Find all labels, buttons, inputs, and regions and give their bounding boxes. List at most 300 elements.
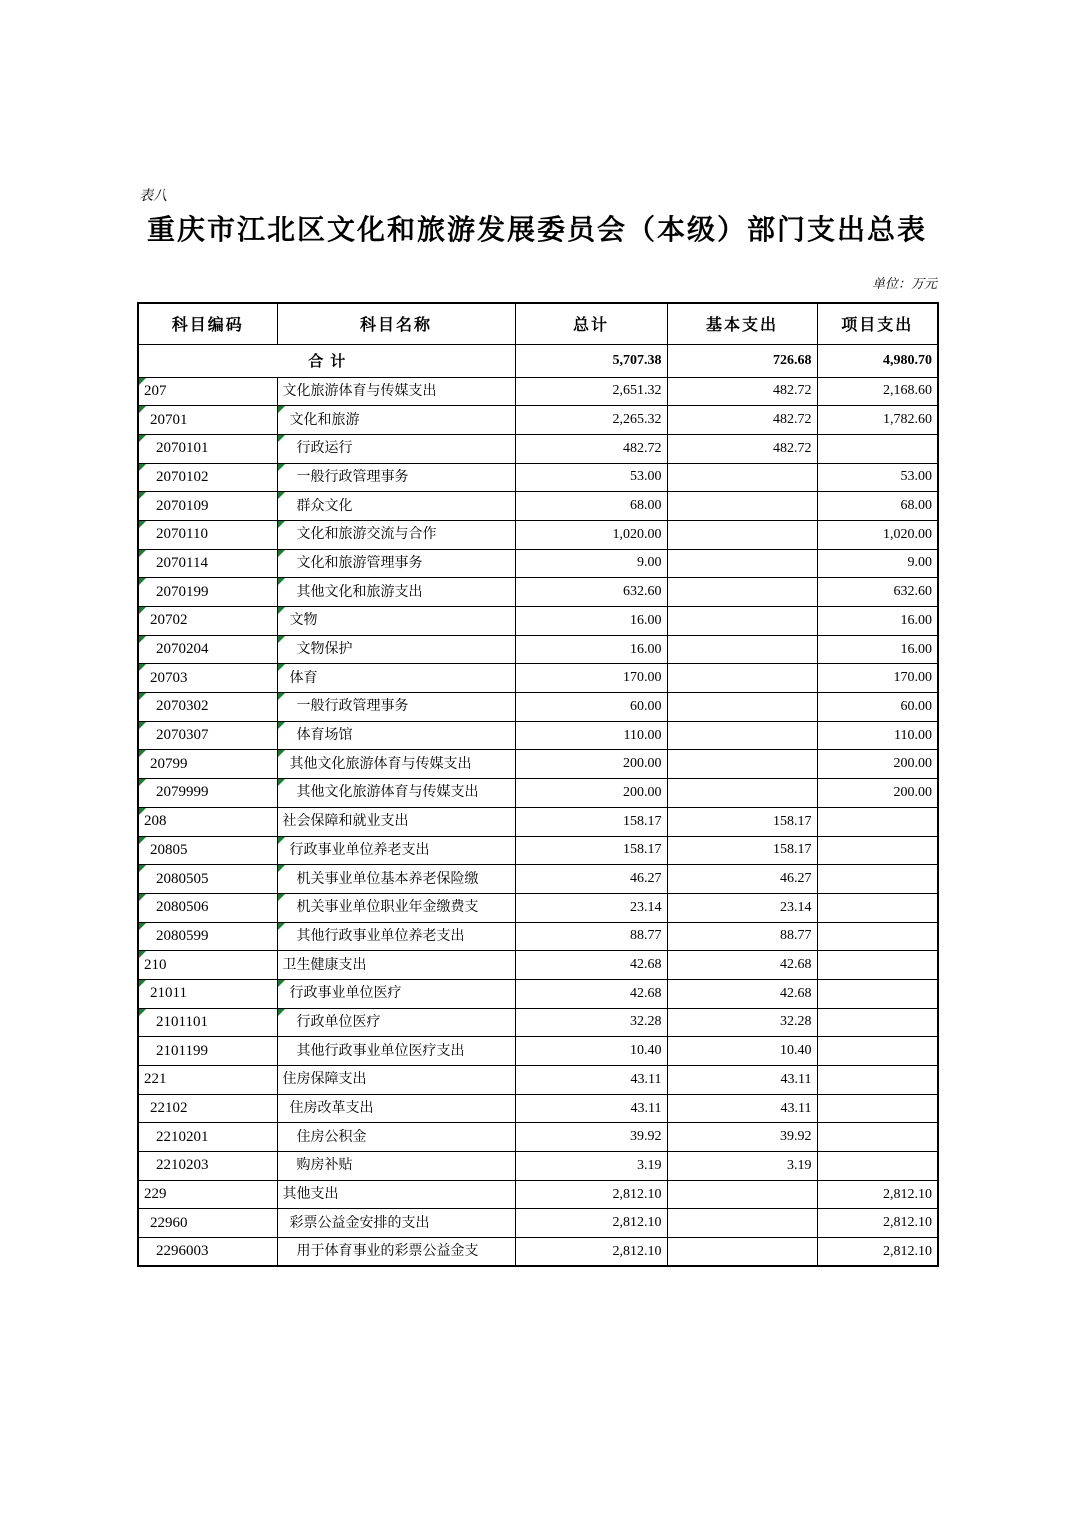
table-row — [138, 434, 938, 463]
total-value-cell: 42.68 — [515, 979, 667, 1008]
project-expenditure-cell: 16.00 — [817, 607, 938, 636]
subject-name-text: 文化旅游体育与传媒支出 — [282, 383, 437, 399]
subject-name-cell — [277, 1152, 515, 1181]
excel-error-triangle-icon — [278, 492, 285, 499]
project-expenditure-cell — [817, 979, 938, 1008]
basic-expenditure-cell — [667, 578, 817, 607]
excel-error-triangle-icon — [278, 607, 285, 614]
table-row — [138, 979, 938, 1008]
excel-error-triangle-icon — [139, 923, 146, 930]
project-expenditure-cell: 200.00 — [817, 750, 938, 779]
subject-code-text: 2070307 — [156, 727, 209, 744]
table-row — [138, 865, 938, 894]
total-value-cell: 16.00 — [515, 607, 667, 636]
basic-expenditure-cell: 158.17 — [667, 807, 817, 836]
subject-code-cell — [138, 979, 277, 1008]
subject-code-cell — [138, 922, 277, 951]
column-header-subject-code: 科目编码 — [138, 303, 277, 344]
subject-code-text: 2080599 — [156, 927, 209, 944]
project-expenditure-cell: 2,812.10 — [817, 1209, 938, 1238]
subject-name-cell — [277, 635, 515, 664]
grand-total-project-cell: 4,980.70 — [817, 344, 938, 377]
excel-error-triangle-icon — [278, 521, 285, 528]
subject-name-cell — [277, 664, 515, 693]
excel-error-triangle-icon — [139, 837, 146, 844]
grand-total-label: 合计 — [138, 344, 515, 377]
subject-name-text: 文化和旅游交流与合作 — [296, 527, 437, 543]
grand-total-row — [138, 344, 938, 377]
excel-error-triangle-icon — [278, 722, 285, 729]
project-expenditure-cell — [817, 1152, 938, 1181]
table-row — [138, 607, 938, 636]
total-value-cell: 632.60 — [515, 578, 667, 607]
project-expenditure-cell — [817, 1094, 938, 1123]
total-value-cell: 16.00 — [515, 635, 667, 664]
subject-code-text: 2296003 — [156, 1243, 209, 1260]
excel-error-triangle-icon — [278, 406, 285, 413]
subject-name-text: 文化和旅游 — [289, 412, 360, 428]
column-header-total: 总计 — [515, 303, 667, 344]
subject-name-cell — [277, 750, 515, 779]
subject-name-text: 住房改革支出 — [289, 1101, 374, 1117]
subject-code-cell — [138, 693, 277, 722]
subject-code-cell — [138, 607, 277, 636]
excel-error-triangle-icon — [278, 980, 285, 987]
total-value-cell: 158.17 — [515, 836, 667, 865]
subject-name-text: 文物 — [289, 613, 318, 629]
project-expenditure-cell — [817, 1037, 938, 1066]
subject-name-cell — [277, 721, 515, 750]
basic-expenditure-cell — [667, 779, 817, 808]
table-row — [138, 951, 938, 980]
table-row — [138, 1152, 938, 1181]
subject-name-cell — [277, 1008, 515, 1037]
subject-code-text: 2070199 — [156, 583, 209, 600]
basic-expenditure-cell — [667, 463, 817, 492]
excel-error-triangle-icon — [139, 636, 146, 643]
subject-code-text: 2080505 — [156, 870, 209, 887]
subject-name-text: 卫生健康支出 — [282, 957, 367, 973]
subject-code-cell — [138, 893, 277, 922]
subject-code-cell — [138, 807, 277, 836]
subject-code-cell — [138, 377, 277, 406]
subject-code-cell — [138, 750, 277, 779]
subject-code-cell — [138, 721, 277, 750]
project-expenditure-cell: 2,812.10 — [817, 1180, 938, 1209]
subject-code-cell — [138, 1238, 277, 1267]
total-value-cell: 3.19 — [515, 1152, 667, 1181]
subject-name-cell — [277, 1066, 515, 1095]
subject-code-text: 21011 — [150, 985, 187, 1002]
subject-name-cell — [277, 1209, 515, 1238]
subject-code-cell — [138, 578, 277, 607]
subject-name-cell — [277, 406, 515, 435]
basic-expenditure-cell: 42.68 — [667, 979, 817, 1008]
excel-error-triangle-icon — [139, 521, 146, 528]
subject-code-text: 2070114 — [156, 554, 208, 571]
subject-code-cell — [138, 951, 277, 980]
table-row — [138, 1123, 938, 1152]
subject-code-text: 207 — [144, 382, 167, 399]
table-row — [138, 836, 938, 865]
subject-code-text: 210 — [144, 956, 167, 973]
excel-error-triangle-icon — [278, 750, 285, 757]
subject-code-cell — [138, 1123, 277, 1152]
project-expenditure-cell: 53.00 — [817, 463, 938, 492]
excel-error-triangle-icon — [139, 550, 146, 557]
basic-expenditure-cell: 482.72 — [667, 434, 817, 463]
header-row — [138, 303, 938, 344]
basic-expenditure-cell — [667, 492, 817, 521]
total-value-cell: 60.00 — [515, 693, 667, 722]
subject-name-text: 其他行政事业单位医疗支出 — [296, 1043, 465, 1059]
subject-name-text: 群众文化 — [296, 498, 353, 514]
subject-name-cell — [277, 463, 515, 492]
project-expenditure-cell — [817, 951, 938, 980]
subject-code-cell — [138, 1066, 277, 1095]
excel-error-triangle-icon — [278, 550, 285, 557]
subject-name-cell — [277, 549, 515, 578]
project-expenditure-cell — [817, 807, 938, 836]
total-value-cell: 10.40 — [515, 1037, 667, 1066]
table-row — [138, 520, 938, 549]
subject-code-cell — [138, 1152, 277, 1181]
subject-name-text: 机关事业单位基本养老保险缴 — [296, 871, 479, 887]
basic-expenditure-cell: 43.11 — [667, 1094, 817, 1123]
subject-name-cell — [277, 922, 515, 951]
subject-code-cell — [138, 1094, 277, 1123]
excel-error-triangle-icon — [139, 607, 146, 614]
table-row — [138, 779, 938, 808]
subject-name-text: 行政事业单位养老支出 — [289, 842, 430, 858]
total-value-cell: 2,812.10 — [515, 1238, 667, 1267]
subject-name-text: 彩票公益金安排的支出 — [289, 1215, 430, 1231]
subject-name-cell — [277, 979, 515, 1008]
excel-error-triangle-icon — [278, 435, 285, 442]
excel-error-triangle-icon — [278, 464, 285, 471]
project-expenditure-cell: 68.00 — [817, 492, 938, 521]
basic-expenditure-cell: 88.77 — [667, 922, 817, 951]
subject-code-text: 221 — [144, 1071, 167, 1088]
subject-code-text: 2070101 — [156, 440, 209, 457]
subject-name-text: 其他文化旅游体育与传媒支出 — [289, 756, 472, 772]
excel-error-triangle-icon — [139, 664, 146, 671]
project-expenditure-cell: 170.00 — [817, 664, 938, 693]
excel-error-triangle-icon — [139, 464, 146, 471]
basic-expenditure-cell: 482.72 — [667, 377, 817, 406]
subject-code-text: 2070109 — [156, 497, 209, 514]
table-row — [138, 578, 938, 607]
table-row — [138, 635, 938, 664]
total-value-cell: 68.00 — [515, 492, 667, 521]
total-value-cell: 39.92 — [515, 1123, 667, 1152]
basic-expenditure-cell: 482.72 — [667, 406, 817, 435]
subject-name-text: 住房保障支出 — [282, 1072, 367, 1088]
subject-name-text: 社会保障和就业支出 — [282, 814, 409, 830]
table-row — [138, 1008, 938, 1037]
project-expenditure-cell: 1,020.00 — [817, 520, 938, 549]
project-expenditure-cell: 2,812.10 — [817, 1238, 938, 1267]
project-expenditure-cell: 2,168.60 — [817, 377, 938, 406]
subject-name-text: 一般行政管理事务 — [296, 469, 409, 485]
basic-expenditure-cell — [667, 750, 817, 779]
subject-name-cell — [277, 520, 515, 549]
unit-label: 单位：万元 — [871, 276, 937, 291]
excel-error-triangle-icon — [139, 951, 146, 958]
project-expenditure-cell — [817, 434, 938, 463]
basic-expenditure-cell — [667, 693, 817, 722]
subject-code-text: 20703 — [150, 669, 188, 686]
project-expenditure-cell — [817, 1066, 938, 1095]
subject-code-cell — [138, 406, 277, 435]
basic-expenditure-cell: 39.92 — [667, 1123, 817, 1152]
subject-name-text: 住房公积金 — [296, 1129, 367, 1145]
project-expenditure-cell — [817, 1008, 938, 1037]
subject-code-text: 20805 — [150, 841, 188, 858]
subject-code-text: 20702 — [150, 612, 188, 629]
subject-name-cell — [277, 607, 515, 636]
table-row — [138, 1180, 938, 1209]
project-expenditure-cell — [817, 1123, 938, 1152]
subject-name-cell — [277, 951, 515, 980]
project-expenditure-cell — [817, 865, 938, 894]
total-value-cell: 110.00 — [515, 721, 667, 750]
table-body — [138, 344, 938, 1266]
table-row — [138, 1066, 938, 1095]
subject-name-cell — [277, 578, 515, 607]
subject-name-text: 体育场馆 — [296, 728, 353, 744]
subject-code-cell — [138, 664, 277, 693]
subject-name-text: 行政事业单位医疗 — [289, 986, 402, 1002]
subject-code-text: 2079999 — [156, 784, 209, 801]
table-row — [138, 664, 938, 693]
grand-total-total-cell: 5,707.38 — [515, 344, 667, 377]
project-expenditure-cell — [817, 922, 938, 951]
subject-code-text: 2070102 — [156, 468, 209, 485]
subject-name-cell — [277, 807, 515, 836]
subject-code-text: 2070110 — [156, 526, 208, 543]
total-value-cell: 32.28 — [515, 1008, 667, 1037]
project-expenditure-cell: 60.00 — [817, 693, 938, 722]
total-value-cell: 170.00 — [515, 664, 667, 693]
excel-error-triangle-icon — [139, 693, 146, 700]
subject-code-cell — [138, 1209, 277, 1238]
subject-code-cell — [138, 635, 277, 664]
subject-name-text: 行政单位医疗 — [296, 1014, 381, 1030]
basic-expenditure-cell: 10.40 — [667, 1037, 817, 1066]
subject-name-cell — [277, 1037, 515, 1066]
page-title: 重庆市江北区文化和旅游发展委员会（本级）部门支出总表 — [146, 215, 927, 246]
total-value-cell: 9.00 — [515, 549, 667, 578]
subject-name-text: 其他文化旅游体育与传媒支出 — [296, 785, 479, 801]
excel-error-triangle-icon — [139, 435, 146, 442]
subject-name-cell — [277, 693, 515, 722]
total-value-cell: 200.00 — [515, 779, 667, 808]
excel-error-triangle-icon — [278, 837, 285, 844]
excel-error-triangle-icon — [278, 664, 285, 671]
subject-code-text: 2210203 — [156, 1157, 209, 1174]
column-header-project-expenditure: 项目支出 — [817, 303, 938, 344]
table-row — [138, 721, 938, 750]
excel-error-triangle-icon — [139, 779, 146, 786]
column-header-basic-expenditure: 基本支出 — [667, 303, 817, 344]
total-value-cell: 46.27 — [515, 865, 667, 894]
excel-error-triangle-icon — [278, 894, 285, 901]
subject-code-cell — [138, 865, 277, 894]
basic-expenditure-cell — [667, 721, 817, 750]
subject-code-text: 2210201 — [156, 1128, 209, 1145]
total-value-cell: 42.68 — [515, 951, 667, 980]
subject-code-text: 2101101 — [156, 1013, 208, 1030]
expenditure-table — [137, 302, 939, 1267]
grand-total-basic-cell: 726.68 — [667, 344, 817, 377]
subject-code-cell — [138, 520, 277, 549]
subject-code-text: 2101199 — [156, 1042, 208, 1059]
basic-expenditure-cell: 46.27 — [667, 865, 817, 894]
subject-code-text: 229 — [144, 1186, 167, 1203]
excel-error-triangle-icon — [139, 578, 146, 585]
subject-code-text: 2070204 — [156, 641, 209, 658]
subject-code-cell — [138, 1180, 277, 1209]
basic-expenditure-cell: 42.68 — [667, 951, 817, 980]
subject-code-text: 2070302 — [156, 698, 209, 715]
project-expenditure-cell: 1,782.60 — [817, 406, 938, 435]
table-row — [138, 1238, 938, 1267]
table-row — [138, 549, 938, 578]
total-value-cell: 88.77 — [515, 922, 667, 951]
total-value-cell: 53.00 — [515, 463, 667, 492]
table-header — [138, 303, 938, 344]
form-tag: 表八 — [139, 189, 167, 204]
project-expenditure-cell: 9.00 — [817, 549, 938, 578]
project-expenditure-cell: 632.60 — [817, 578, 938, 607]
excel-error-triangle-icon — [278, 1009, 285, 1016]
subject-name-text: 文化和旅游管理事务 — [296, 555, 423, 571]
subject-code-text: 22960 — [150, 1214, 188, 1231]
subject-code-cell — [138, 434, 277, 463]
excel-error-triangle-icon — [278, 779, 285, 786]
subject-name-text: 一般行政管理事务 — [296, 699, 409, 715]
basic-expenditure-cell — [667, 1180, 817, 1209]
subject-name-cell — [277, 779, 515, 808]
basic-expenditure-cell: 23.14 — [667, 893, 817, 922]
excel-error-triangle-icon — [139, 750, 146, 757]
subject-code-text: 2080506 — [156, 899, 209, 916]
subject-code-cell — [138, 492, 277, 521]
total-value-cell: 2,812.10 — [515, 1180, 667, 1209]
project-expenditure-cell: 200.00 — [817, 779, 938, 808]
subject-name-cell — [277, 434, 515, 463]
subject-code-text: 208 — [144, 813, 167, 830]
table-row — [138, 750, 938, 779]
excel-error-triangle-icon — [278, 578, 285, 585]
total-value-cell: 158.17 — [515, 807, 667, 836]
subject-code-cell — [138, 1008, 277, 1037]
table-row — [138, 463, 938, 492]
project-expenditure-cell — [817, 836, 938, 865]
excel-error-triangle-icon — [139, 980, 146, 987]
subject-name-cell — [277, 865, 515, 894]
table-row — [138, 1209, 938, 1238]
subject-code-cell — [138, 836, 277, 865]
table-row — [138, 807, 938, 836]
basic-expenditure-cell — [667, 1209, 817, 1238]
table-row — [138, 377, 938, 406]
subject-code-cell — [138, 779, 277, 808]
subject-name-text: 文物保护 — [296, 642, 353, 658]
subject-name-cell — [277, 377, 515, 406]
subject-name-cell — [277, 1123, 515, 1152]
excel-error-triangle-icon — [278, 636, 285, 643]
excel-error-triangle-icon — [278, 865, 285, 872]
table-row — [138, 1037, 938, 1066]
subject-code-text: 22102 — [150, 1100, 188, 1117]
excel-error-triangle-icon — [139, 378, 146, 385]
excel-error-triangle-icon — [278, 923, 285, 930]
subject-name-text: 机关事业单位职业年金缴费支 — [296, 900, 479, 916]
table-row — [138, 693, 938, 722]
total-value-cell: 200.00 — [515, 750, 667, 779]
subject-name-text: 体育 — [289, 670, 318, 686]
basic-expenditure-cell — [667, 635, 817, 664]
excel-error-triangle-icon — [139, 865, 146, 872]
subject-name-text: 购房补贴 — [296, 1158, 353, 1174]
subject-name-cell — [277, 492, 515, 521]
table-row — [138, 893, 938, 922]
table-row — [138, 1094, 938, 1123]
basic-expenditure-cell: 32.28 — [667, 1008, 817, 1037]
table-row — [138, 922, 938, 951]
subject-name-cell — [277, 1094, 515, 1123]
subject-name-text: 其他文化和旅游支出 — [296, 584, 423, 600]
subject-name-cell — [277, 893, 515, 922]
excel-error-triangle-icon — [139, 894, 146, 901]
subject-code-text: 20701 — [150, 411, 188, 428]
total-value-cell: 23.14 — [515, 893, 667, 922]
basic-expenditure-cell: 43.11 — [667, 1066, 817, 1095]
total-value-cell: 482.72 — [515, 434, 667, 463]
excel-error-triangle-icon — [139, 808, 146, 815]
basic-expenditure-cell — [667, 607, 817, 636]
project-expenditure-cell: 16.00 — [817, 635, 938, 664]
total-value-cell: 2,265.32 — [515, 406, 667, 435]
excel-error-triangle-icon — [139, 1009, 146, 1016]
subject-name-text: 用于体育事业的彩票公益金支 — [296, 1244, 479, 1260]
total-value-cell: 1,020.00 — [515, 520, 667, 549]
basic-expenditure-cell — [667, 520, 817, 549]
subject-code-cell — [138, 463, 277, 492]
basic-expenditure-cell: 3.19 — [667, 1152, 817, 1181]
basic-expenditure-cell — [667, 664, 817, 693]
subject-code-text: 20799 — [150, 755, 188, 772]
subject-name-text: 行政运行 — [296, 441, 353, 457]
table-row — [138, 406, 938, 435]
total-value-cell: 43.11 — [515, 1066, 667, 1095]
total-value-cell: 43.11 — [515, 1094, 667, 1123]
excel-error-triangle-icon — [139, 492, 146, 499]
subject-name-text: 其他支出 — [282, 1187, 339, 1203]
subject-name-cell — [277, 1180, 515, 1209]
basic-expenditure-cell: 158.17 — [667, 836, 817, 865]
excel-error-triangle-icon — [139, 722, 146, 729]
excel-error-triangle-icon — [139, 406, 146, 413]
basic-expenditure-cell — [667, 549, 817, 578]
basic-expenditure-cell — [667, 1238, 817, 1267]
table-row — [138, 492, 938, 521]
subject-name-cell — [277, 1238, 515, 1267]
subject-name-text: 其他行政事业单位养老支出 — [296, 928, 465, 944]
column-header-subject-name: 科目名称 — [277, 303, 515, 344]
